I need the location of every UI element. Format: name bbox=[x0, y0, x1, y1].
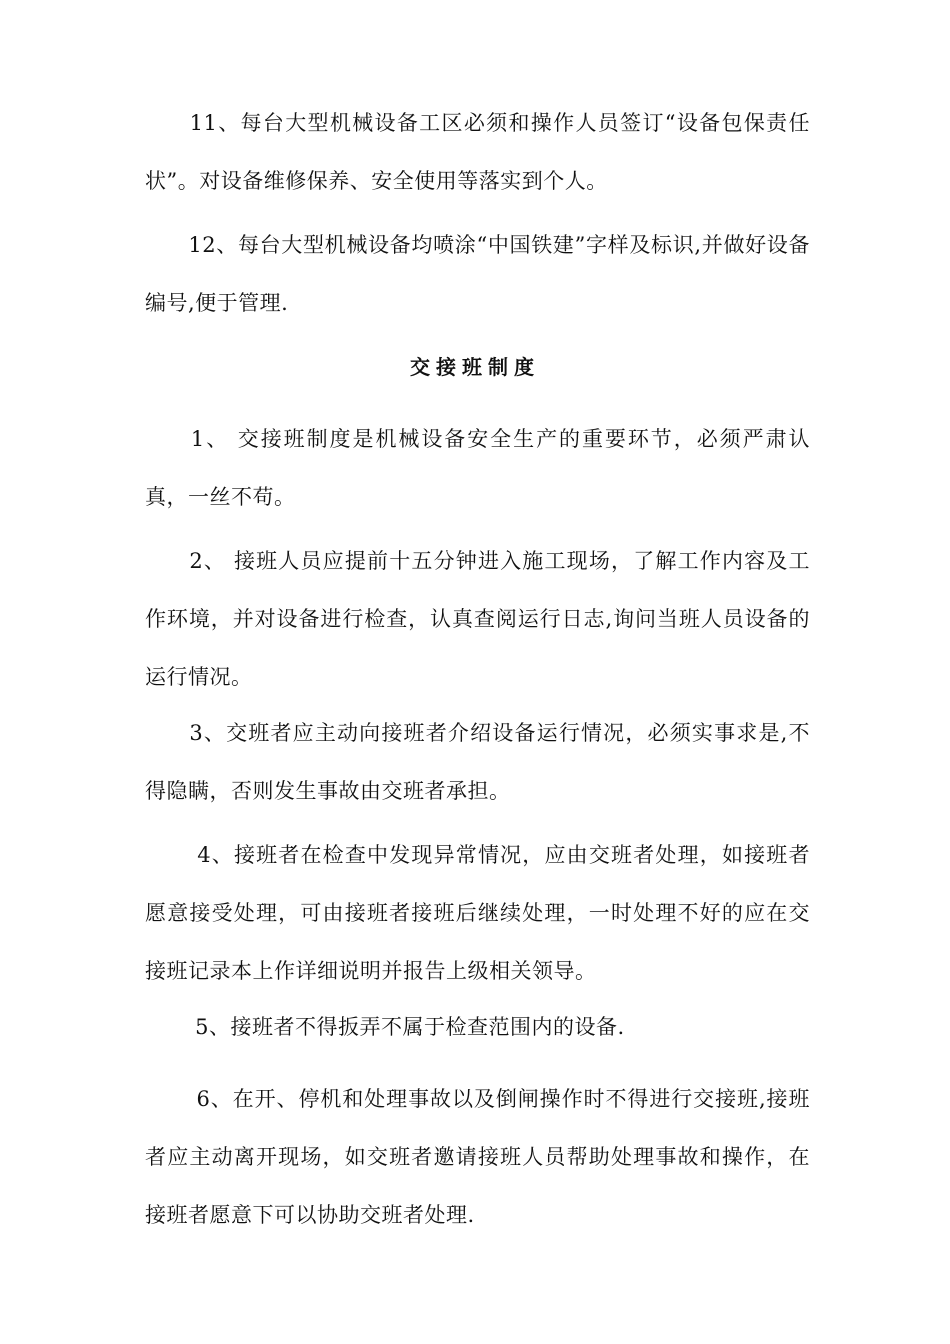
paragraph-1: 1、 交接班制度是机械设备安全生产的重要环节，必须严肃认真，一丝不苟。 bbox=[145, 427, 810, 509]
paragraph-11: 11、每台大型机械设备工区必须和操作人员签订“设备包保责任状”。对设备维修保养、安全使用等落实到个人。 bbox=[145, 111, 810, 193]
paragraph-12: 12、每台大型机械设备均喷涂“中国铁建”字样及标识,并做好设备编号,便于管理. bbox=[145, 233, 810, 315]
section-heading: 交接班制度 bbox=[410, 355, 540, 379]
paragraph-2: 2、 接班人员应提前十五分钟进入施工现场，了解工作内容及工作环境，并对设备进行检查，认真查阅运行日志,询问当班人员设备的运行情况。 bbox=[145, 549, 810, 689]
paragraph-6: 6、在开、停机和处理事故以及倒闸操作时不得进行交接班,接班者应主动离开现场，如交班者邀请接班人员帮助处理事故和操作，在接班者愿意下可以协助交班者处理. bbox=[145, 1087, 810, 1227]
paragraph-3: 3、交班者应主动向接班者介绍设备运行情况，必须实事求是,不得隐瞒，否则发生事故由交班者承担。 bbox=[145, 721, 810, 803]
paragraph-4: 4、接班者在检查中发现异常情况，应由交班者处理，如接班者愿意接受处理，可由接班者接班后继续处理，一时处理不好的应在交接班记录本上作详细说明并报告上级相关领导。 bbox=[145, 843, 810, 983]
paragraph-5: 5、接班者不得扳弄不属于检查范围内的设备. bbox=[145, 1015, 625, 1039]
